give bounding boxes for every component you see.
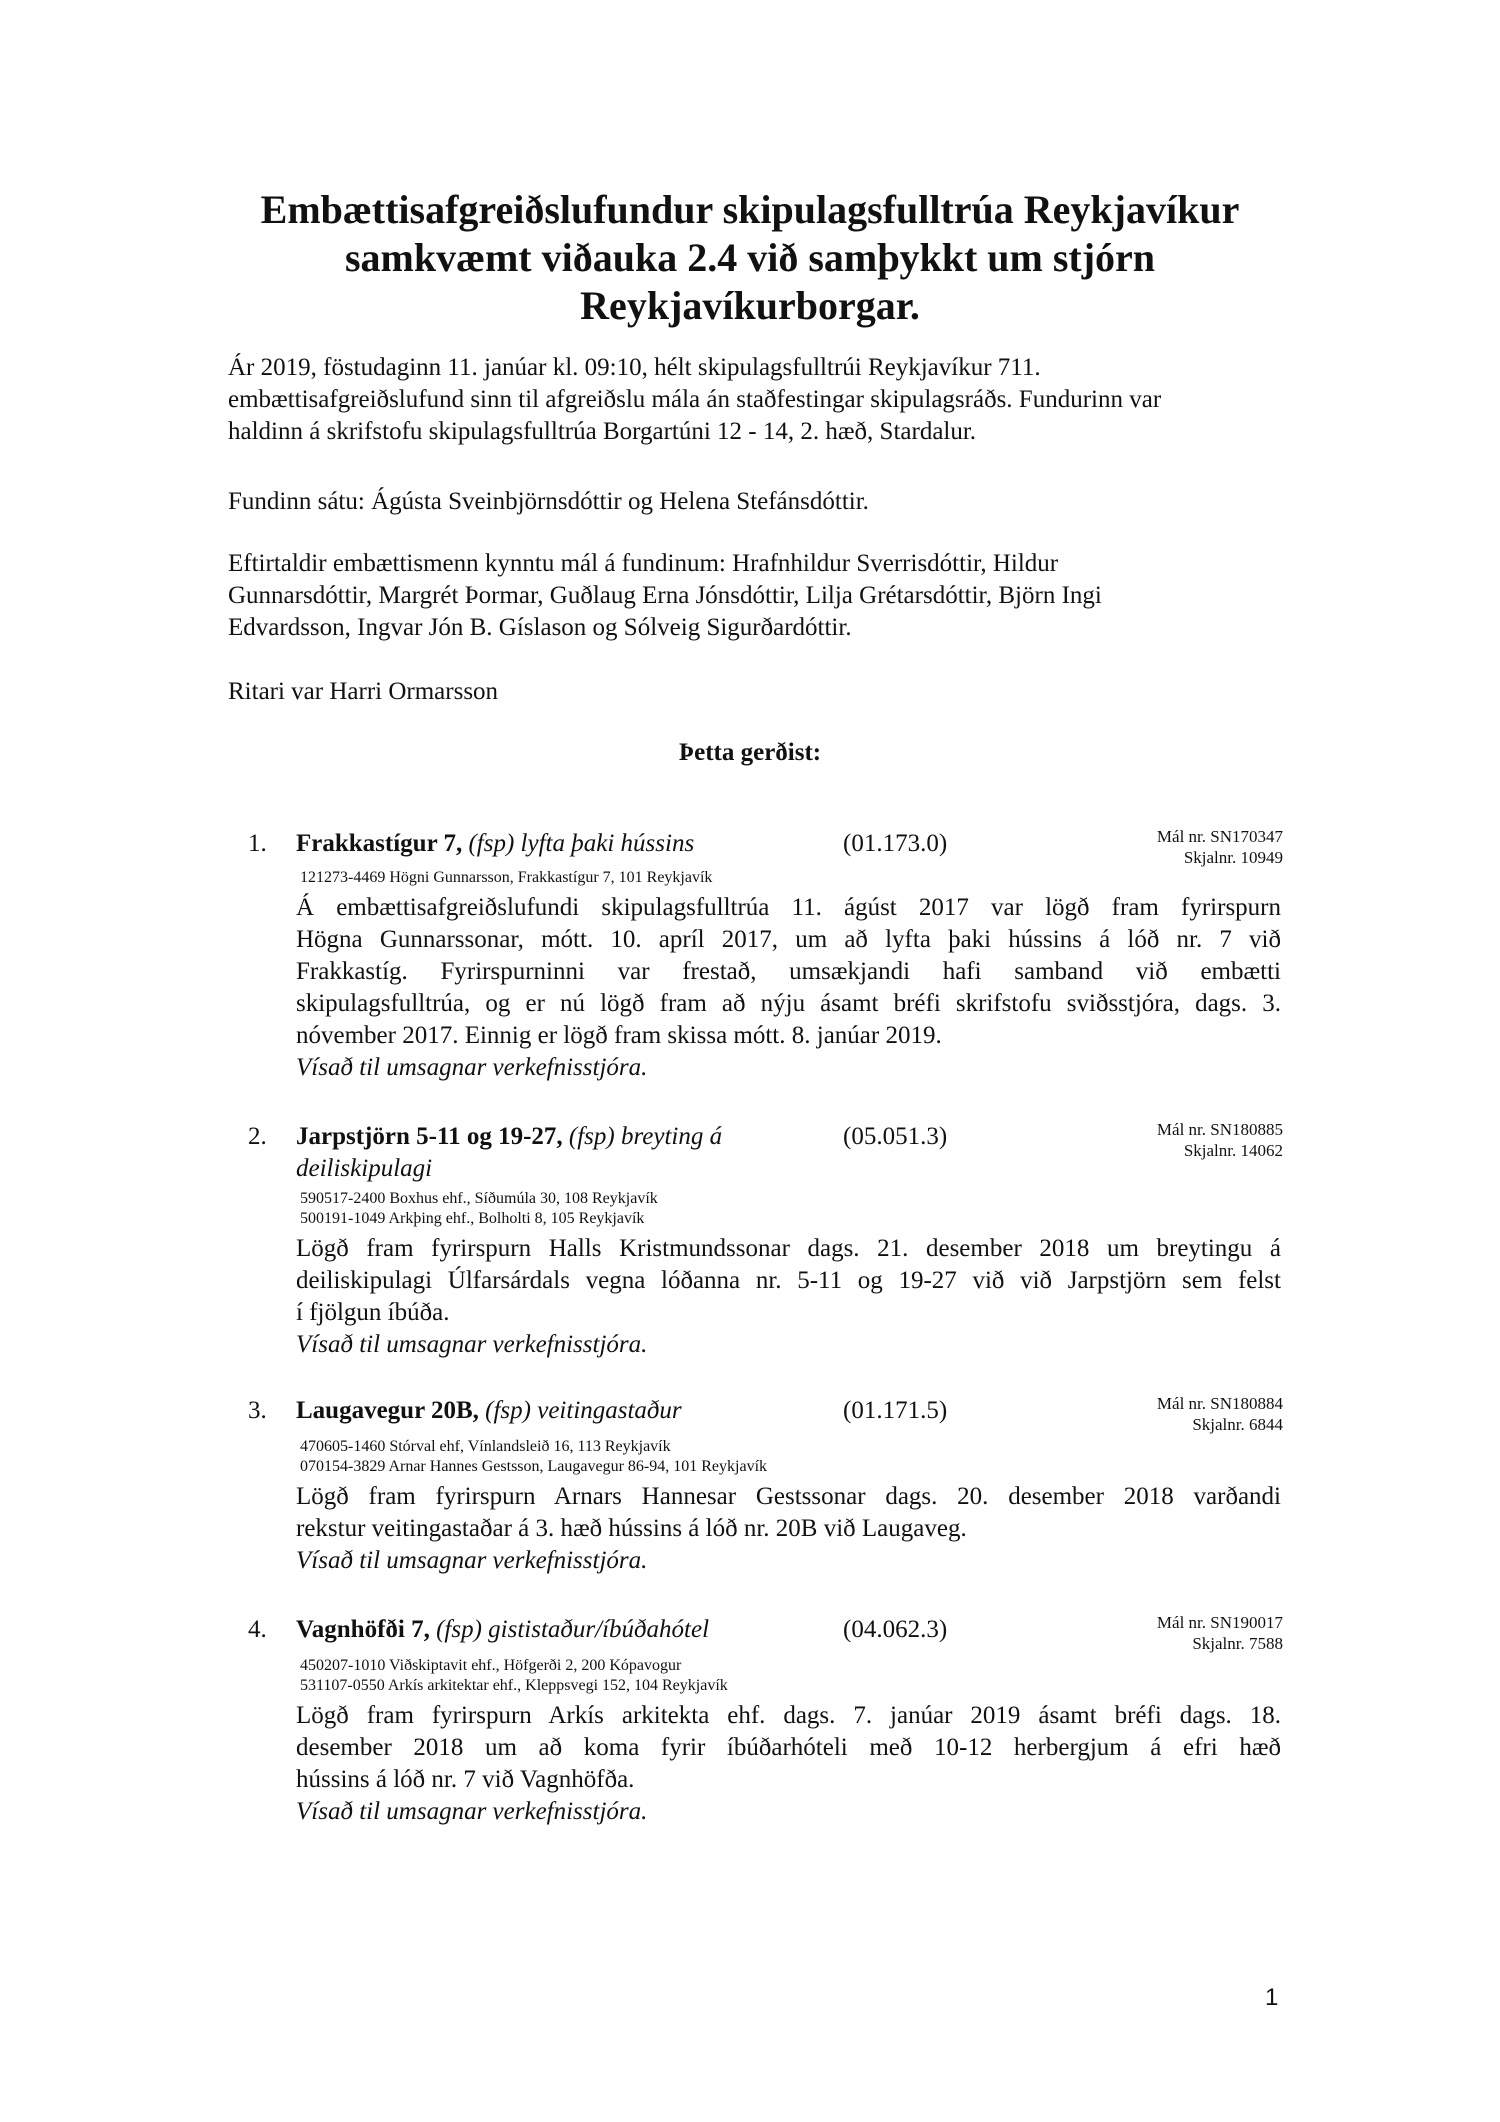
body-line: skipulagsfulltrúa, og er nú lögð fram að nýju ásamt bréfi skrifstofu sviðsstjóra, dags. 3. (296, 990, 1281, 1017)
body-line: rekstur veitingastaðar á 3. hæð hússins á lóð nr. 20B við Laugaveg. (296, 1515, 967, 1542)
document-number: Skjalnr. 7588 (1192, 1634, 1283, 1653)
item-conclusion: Vísað til umsagnar verkefnisstjóra. (296, 1547, 648, 1574)
item-number: 3. (248, 1397, 267, 1424)
title-line: Reykjavíkurborgar. (580, 283, 920, 328)
body-line: desember 2018 um að koma fyrir íbúðarhóteli með 10-12 herbergjum á efri hæð (296, 1734, 1281, 1761)
page-number: 1 (1265, 1984, 1279, 2011)
item-body (296, 1481, 1281, 1545)
item-case-info (1157, 1612, 1283, 1654)
item-description: (fsp) veitingastaður (485, 1397, 682, 1424)
party-line: 450207-1010 Viðskiptavit ehf., Höfgerði 2, 200 Kópavogur (300, 1657, 682, 1674)
item-heading (296, 1614, 709, 1646)
intro-line: haldinn á skrifstofu skipulagsfulltrúa Borgartúni 12 - 14, 2. hæð, Stardalur. (228, 418, 977, 445)
document-number: Skjalnr. 10949 (1183, 848, 1283, 867)
item-description: (fsp) lyfta þaki hússins (468, 830, 695, 857)
body-line: Frakkastíg. Fyrirspurninni var frestað, umsækjandi hafi samband við embætti (296, 958, 1281, 985)
item-land-code: (05.051.3) (843, 1123, 948, 1150)
item-address: Vagnhöfði 7, (296, 1616, 430, 1643)
item-parties (300, 868, 712, 888)
item-case-info (1157, 826, 1283, 868)
officials-line: Gunnarsdóttir, Margrét Þormar, Guðlaug Erna Jónsdóttir, Lilja Grétarsdóttir, Björn Ingi (228, 582, 1102, 609)
officials-line: Edvardsson, Ingvar Jón B. Gíslason og Sólveig Sigurðardóttir. (228, 614, 852, 641)
title-line: samkvæmt viðauka 2.4 við samþykkt um stjórn (344, 235, 1156, 280)
document-number: Skjalnr. 6844 (1192, 1415, 1283, 1434)
body-line: í fjölgun íbúða. (296, 1299, 450, 1326)
item-description: (fsp) breyting á (568, 1123, 723, 1150)
item-conclusion: Vísað til umsagnar verkefnisstjóra. (296, 1054, 648, 1081)
item-address: Laugavegur 20B, (296, 1397, 479, 1424)
item-body (296, 1233, 1281, 1329)
item-land-code: (01.171.5) (843, 1397, 948, 1424)
item-conclusion: Vísað til umsagnar verkefnisstjóra. (296, 1331, 648, 1358)
party-line: 500191-1049 Arkþing ehf., Bolholti 8, 105 Reykjavík (300, 1210, 645, 1227)
item-land-code: (04.062.3) (843, 1616, 948, 1643)
intro-line: embættisafgreiðslufund sinn til afgreiðslu mála án staðfestingar skipulagsráðs. Fundurinn var (228, 386, 1162, 413)
item-case-info (1157, 1393, 1283, 1435)
party-line: 470605-1460 Stórval ehf, Vínlandsleið 16, 113 Reykjavík (300, 1438, 671, 1455)
item-land-code: (01.173.0) (843, 830, 948, 857)
item-parties (300, 1437, 767, 1477)
party-line: 590517-2400 Boxhus ehf., Síðumúla 30, 108 Reykjavík (300, 1190, 658, 1207)
party-line: 121273-4469 Högni Gunnarsson, Frakkastígur 7, 101 Reykjavík (300, 869, 713, 886)
body-line: Lögð fram fyrirspurn Halls Kristmundssonar dags. 21. desember 2018 um breytingu á (296, 1235, 1281, 1262)
secretary-paragraph: Ritari var Harri Ormarsson (228, 678, 499, 705)
body-line: deiliskipulagi Úlfarsárdals vegna lóðanna nr. 5-11 og 19-27 við við Jarpstjörn sem felst (296, 1267, 1281, 1294)
body-line: hússins á lóð nr. 7 við Vagnhöfða. (296, 1766, 635, 1793)
party-line: 070154-3829 Arnar Hannes Gestsson, Laugavegur 86-94, 101 Reykjavík (300, 1458, 768, 1475)
item-parties (300, 1189, 658, 1229)
case-number: Mál nr. SN170347 (1156, 827, 1283, 846)
item-conclusion: Vísað til umsagnar verkefnisstjóra. (296, 1798, 648, 1825)
item-address: Frakkastígur 7, (296, 830, 463, 857)
document-title (200, 186, 1300, 330)
item-number: 4. (248, 1616, 267, 1643)
item-parties (300, 1656, 728, 1696)
officials-paragraph (228, 548, 1288, 644)
officials-line: Eftirtaldir embættismenn kynntu mál á fundinum: Hrafnhildur Sverrisdóttir, Hildur (228, 550, 1059, 577)
item-body (296, 892, 1281, 1052)
item-heading (296, 1395, 682, 1427)
item-description: (fsp) gististaður/íbúðahótel (436, 1616, 710, 1643)
item-case-info (1157, 1119, 1283, 1161)
body-line: Lögð fram fyrirspurn Arkís arkitekta ehf. dags. 7. janúar 2019 ásamt bréfi dags. 18. (296, 1702, 1281, 1729)
item-number: 1. (248, 830, 267, 857)
attendees-paragraph: Fundinn sátu: Ágústa Sveinbjörnsdóttir og Helena Stefánsdóttir. (228, 488, 869, 515)
section-heading: Þetta gerðist: (678, 739, 822, 766)
body-line: Högna Gunnarssonar, mótt. 10. apríl 2017, um að lyfta þaki hússins á lóð nr. 7 við (296, 926, 1281, 953)
item-body (296, 1700, 1281, 1796)
body-line: Lögð fram fyrirspurn Arnars Hannesar Gestssonar dags. 20. desember 2018 varðandi (296, 1483, 1281, 1510)
party-line: 531107-0550 Arkís arkitektar ehf., Kleppsvegi 152, 104 Reykjavík (300, 1677, 728, 1694)
body-line: Á embættisafgreiðslufundi skipulagsfulltrúa 11. ágúst 2017 var lögð fram fyrirspurn (296, 894, 1281, 921)
intro-line: Ár 2019, föstudaginn 11. janúar kl. 09:10, hélt skipulagsfulltrúi Reykjavíkur 711. (228, 354, 1041, 381)
case-number: Mál nr. SN180884 (1156, 1394, 1283, 1413)
item-address: Jarpstjörn 5-11 og 19-27, (296, 1123, 563, 1150)
item-heading (296, 1121, 722, 1153)
document-number: Skjalnr. 14062 (1183, 1141, 1283, 1160)
title-line: Embættisafgreiðslufundur skipulagsfulltrúa Reykjavíkur (260, 187, 1240, 232)
item-heading (296, 828, 694, 860)
body-line: nóvember 2017. Einnig er lögð fram skissa mótt. 8. janúar 2019. (296, 1022, 942, 1049)
case-number: Mál nr. SN180885 (1156, 1120, 1283, 1139)
case-number: Mál nr. SN190017 (1156, 1613, 1283, 1632)
intro-paragraph (228, 352, 1288, 448)
item-description-cont: deiliskipulagi (296, 1155, 433, 1182)
item-number: 2. (248, 1123, 267, 1150)
